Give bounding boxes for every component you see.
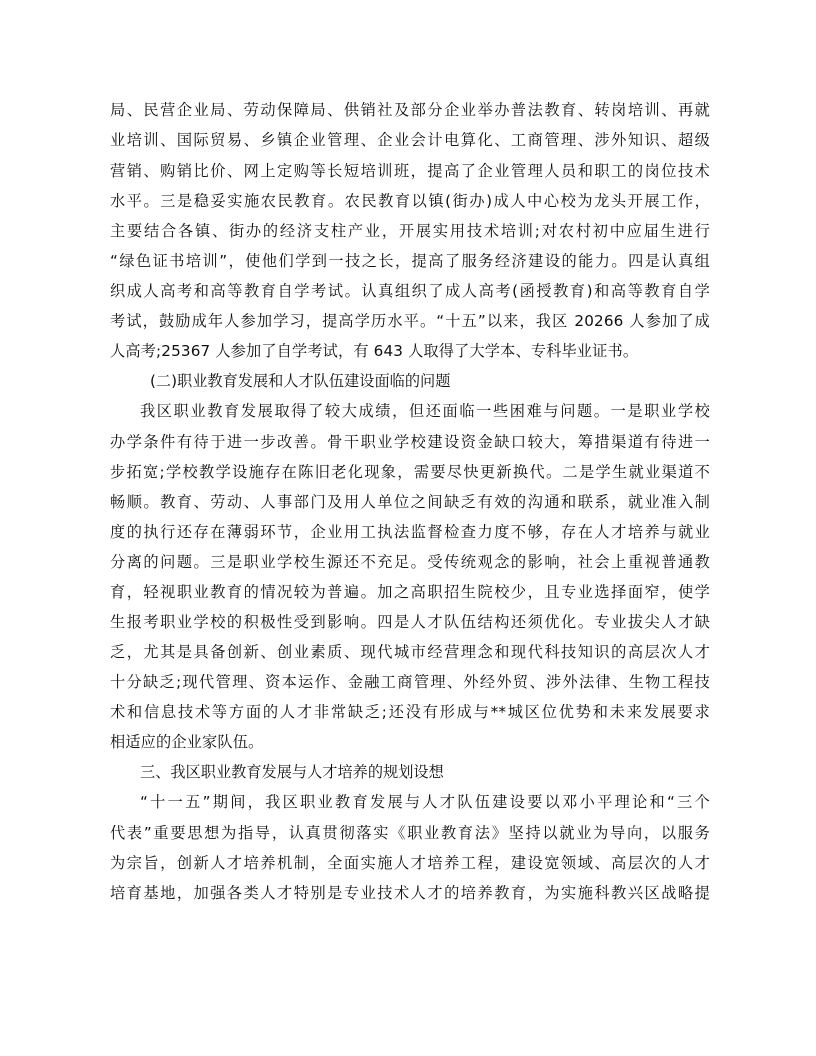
paragraph-2-line: 乏，尤其是具备创新、创业素质、现代城市经营理念和现代科技知识的高层次人才 [110,643,710,661]
paragraph-1-line: 人高考;25367 人参加了自学考试，有 643 人取得了大学本、专科毕业证书。 [110,342,639,360]
paragraph-3-line: “十一五”期间，我区职业教育发展与人才队伍建设要以邓小平理论和“三个 [140,793,710,811]
paragraph-2-line: 办学条件有待于进一步改善。骨干职业学校建设资金缺口较大，筹措渠道有待进一 [110,433,710,451]
paragraph-2-line: 步拓宽;学校教学设施存在陈旧老化现象，需要尽快更新换代。二是学生就业渠道不 [110,463,710,481]
paragraph-3-line: 代表”重要思想为指导，认真贯彻落实《职业教育法》坚持以就业为导向，以服务 [110,824,710,842]
paragraph-3-line: 为宗旨，创新人才培养机制，全面实施人才培养工程，建设宽领域、高层次的人才 [110,854,710,872]
paragraph-2-line: 畅顺。教育、劳动、人事部门及用人单位之间缺乏有效的沟通和联系，就业准入制 [110,493,710,511]
paragraph-2-line: 育，轻视职业教育的情况较为普遍。加之高职招生院校少，且专业选择面窄，使学 [110,583,710,601]
paragraph-1-line: 水平。三是稳妥实施农民教育。农民教育以镇(街办)成人中心校为龙头开展工作， [110,192,710,210]
section-heading: (二)职业教育发展和人才队伍建设面临的问题 [150,372,451,390]
paragraph-2-line: 我区职业教育发展取得了较大成绩，但还面临一些困难与问题。一是职业学校 [140,402,710,420]
paragraph-2-line: 术和信息技术等方面的人才非常缺乏;还没有形成与**城区位优势和未来发展要求 [110,703,710,721]
paragraph-1-line: 织成人高考和高等教育自学考试。认真组织了成人高考(函授教育)和高等教育自学 [110,282,710,300]
paragraph-1-line: 主要结合各镇、街办的经济支柱产业，开展实用技术培训;对农村初中应届生进行 [110,222,710,240]
paragraph-1-line: 考试，鼓励成年人参加学习，提高学历水平。“十五”以来，我区 20266 人参加了成 [110,312,710,330]
paragraph-2-line: 生报考职业学校的积极性受到影响。四是人才队伍结构还须优化。专业拔尖人才缺 [110,613,710,631]
paragraph-1-line: 局、民营企业局、劳动保障局、供销社及部分企业举办普法教育、转岗培训、再就 [110,101,710,119]
paragraph-2-line: 分离的问题。三是职业学校生源还不充足。受传统观念的影响，社会上重视普通教 [110,553,710,571]
paragraph-1-line: 业培训、国际贸易、乡镇企业管理、企业会计电算化、工商管理、涉外知识、超级 [110,131,710,149]
section-heading: 三、我区职业教育发展与人才培养的规划设想 [140,763,444,781]
paragraph-2-line: 十分缺乏;现代管理、资本运作、金融工商管理、外经外贸、涉外法律、生物工程技 [110,673,710,691]
paragraph-2-line: 度的执行还存在薄弱环节，企业用工执法监督检查力度不够，存在人才培养与就业 [110,523,710,541]
paragraph-2-line: 相适应的企业家队伍。 [110,733,264,751]
paragraph-1-line: “绿色证书培训”，使他们学到一技之长，提高了服务经济建设的能力。四是认真组 [110,252,710,270]
paragraph-1-line: 营销、购销比价、网上定购等长短培训班，提高了企业管理人员和职工的岗位技术 [110,162,710,180]
paragraph-3-line: 培育基地，加强各类人才特别是专业技术人才的培养教育，为实施科教兴区战略提 [110,884,710,902]
